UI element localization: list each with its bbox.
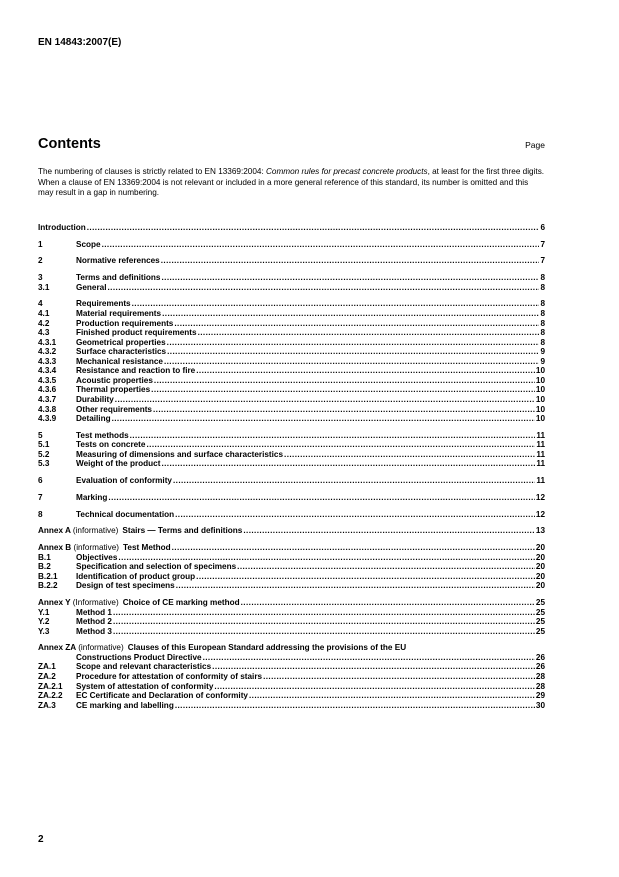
toc-page: 28 — [535, 672, 545, 682]
dot-leader — [146, 440, 535, 450]
toc-title: Method 3 — [76, 626, 112, 636]
toc-number: ZA.2.2 — [38, 691, 63, 701]
toc-page: 26 — [535, 652, 545, 662]
toc-page: 6 — [540, 223, 545, 232]
annex-type: (Informative) — [72, 598, 119, 608]
annex-title: Stairs — Terms and definitions — [122, 526, 243, 536]
toc-number: 4.2 — [38, 318, 50, 328]
dot-leader — [130, 431, 536, 441]
annex-type: (informative) — [72, 526, 119, 536]
toc-page: 20 — [535, 581, 545, 591]
toc-entry-4-3-5[interactable] — [38, 376, 545, 386]
toc-page: 9 — [540, 347, 545, 357]
toc-number: 8 — [38, 509, 43, 519]
toc-page: 12 — [535, 492, 545, 502]
numbering-note — [38, 167, 545, 199]
toc-page: 29 — [535, 691, 545, 701]
toc-number: ZA.2.1 — [38, 681, 63, 691]
toc-entry-5[interactable] — [38, 431, 545, 441]
toc-title: EC Certificate and Declaration of conformity — [76, 691, 248, 701]
dot-leader — [113, 608, 535, 618]
dot-leader — [176, 581, 535, 591]
toc-page: 20 — [535, 562, 545, 572]
toc-entry-b-2-1[interactable] — [38, 572, 545, 582]
dot-leader — [214, 682, 535, 692]
toc-entry-1[interactable] — [38, 240, 545, 250]
toc-number: 4.3.2 — [38, 347, 57, 357]
toc-entry-6[interactable] — [38, 476, 545, 486]
toc-entry-b-2-2[interactable] — [38, 581, 545, 591]
toc-number: 4.1 — [38, 309, 50, 319]
toc-page: 8 — [540, 337, 545, 347]
toc-number: 3 — [38, 273, 43, 283]
annex-label: Annex Y — [38, 598, 71, 608]
toc-number: B.2 — [38, 562, 51, 572]
toc-entry-b-2[interactable] — [38, 562, 545, 572]
dot-leader — [263, 672, 535, 682]
toc-title: Specification and selection of specimens — [76, 562, 237, 572]
toc-entry-y-3[interactable] — [38, 627, 545, 637]
dot-leader — [164, 357, 540, 367]
toc-page: 10 — [535, 375, 545, 385]
dot-leader — [108, 283, 540, 293]
toc-page: 25 — [535, 626, 545, 636]
toc-page: 8 — [540, 318, 545, 328]
annex-heading — [38, 526, 242, 536]
dot-leader — [161, 459, 535, 469]
toc-entry-4-3-4[interactable] — [38, 366, 545, 376]
toc-page: 8 — [540, 309, 545, 319]
toc-entry-4-3[interactable] — [38, 328, 545, 338]
toc-entry-4-3-3[interactable] — [38, 357, 545, 367]
dot-leader — [175, 701, 535, 711]
toc-number: 5.1 — [38, 440, 50, 450]
toc-page: 11 — [536, 440, 545, 450]
dot-leader — [118, 553, 534, 563]
toc-page: 30 — [535, 700, 545, 710]
annex-title: Test Method — [123, 543, 171, 553]
toc-page: 10 — [535, 394, 545, 404]
toc-entry-4[interactable] — [38, 299, 545, 309]
toc-page: 10 — [535, 385, 545, 395]
toc-page: 13 — [535, 526, 545, 536]
dot-leader — [175, 510, 535, 520]
page-number: 2 — [38, 834, 44, 845]
toc-entry-4-3-2[interactable] — [38, 347, 545, 357]
toc-title: Terms and definitions — [76, 273, 161, 283]
toc-page: 8 — [540, 273, 545, 283]
toc-page: 28 — [535, 681, 545, 691]
toc-title: Technical documentation — [76, 509, 175, 519]
toc-page: 11 — [536, 449, 545, 459]
toc-title: Material requirements — [76, 309, 162, 319]
toc-title: Normative references — [76, 256, 160, 266]
toc-entry-8[interactable] — [38, 510, 545, 520]
dot-leader — [113, 617, 535, 627]
toc-entry-za-2-1[interactable] — [38, 682, 545, 692]
dot-leader — [87, 223, 540, 233]
dot-leader — [153, 405, 535, 415]
toc-number: 7 — [38, 492, 43, 502]
toc-page: 26 — [535, 662, 545, 672]
toc-number: 4.3.9 — [38, 414, 57, 424]
dot-leader — [198, 328, 540, 338]
toc-title: Method 1 — [76, 607, 112, 617]
dot-leader — [173, 476, 535, 486]
toc-title: Measuring of dimensions and surface characteristics — [76, 449, 284, 459]
numbering-note-text: The numbering of clauses is strictly related to EN 13369:2004: — [38, 167, 267, 176]
toc-entry-5-3[interactable] — [38, 459, 545, 469]
toc-number: ZA.1 — [38, 662, 56, 672]
toc-title: Method 2 — [76, 617, 112, 627]
toc-page: 10 — [535, 414, 545, 424]
toc-entry-introduction[interactable] — [38, 223, 545, 233]
toc-entry-3[interactable] — [38, 273, 545, 283]
toc-title: Objectives — [76, 552, 118, 562]
toc-page: 25 — [535, 598, 545, 608]
page-column-label: Page — [525, 140, 545, 150]
dot-leader — [167, 338, 540, 348]
dot-leader — [237, 562, 535, 572]
dot-leader — [161, 273, 539, 283]
toc-number: 4.3.8 — [38, 404, 57, 414]
toc-title: Identification of product group — [76, 571, 196, 581]
dot-leader — [249, 691, 535, 701]
dot-leader — [241, 598, 535, 608]
toc-title: Thermal properties — [76, 385, 151, 395]
toc-title: CE marking and labelling — [76, 700, 174, 710]
annex-type: (informative) — [78, 643, 124, 653]
toc-page: 10 — [535, 404, 545, 414]
toc-title: Surface characteristics — [76, 347, 167, 357]
toc-entry-4-1[interactable] — [38, 309, 545, 319]
toc-number: 4 — [38, 299, 43, 309]
toc-number: B.1 — [38, 552, 51, 562]
toc-number: 4.3.5 — [38, 375, 57, 385]
toc-number: 5.3 — [38, 459, 50, 469]
toc-entry-za-2-2[interactable] — [38, 691, 545, 701]
dot-leader — [151, 385, 535, 395]
toc-page: 8 — [540, 299, 545, 309]
toc-number: 2 — [38, 256, 43, 266]
toc-page: 20 — [535, 571, 545, 581]
dot-leader — [196, 572, 535, 582]
toc-title: Production requirements — [76, 318, 174, 328]
toc-entry-annex-y[interactable] — [38, 598, 545, 608]
toc-title: Procedure for attestation of conformity of stairs — [76, 672, 263, 682]
toc-number: B.2.1 — [38, 571, 58, 581]
dot-leader — [172, 543, 535, 553]
dot-leader — [112, 414, 535, 424]
dot-leader — [243, 526, 535, 536]
toc-entry-7[interactable] — [38, 493, 545, 503]
toc-page: 20 — [535, 543, 545, 553]
toc-number: 4.3.6 — [38, 385, 57, 395]
toc-page: 8 — [540, 328, 545, 338]
annex-type: (informative) — [73, 543, 119, 553]
toc-entry-za-3[interactable] — [38, 701, 545, 711]
toc-title: Scope — [76, 239, 101, 249]
toc-number: 4.3.4 — [38, 366, 57, 376]
toc-title: Design of test specimens — [76, 581, 175, 591]
toc-number: 5.2 — [38, 449, 50, 459]
numbering-note-text-cont: , at least for the first three digits. When a clause of EN 13369:2004 is not relevant or included in a more general reference of this standard, its number is omitted and this may result in a gap in numbering. — [38, 167, 545, 198]
dot-leader — [174, 319, 539, 329]
dot-leader — [284, 450, 535, 460]
toc-title: Evaluation of conformity — [76, 476, 172, 486]
dot-leader — [203, 653, 535, 663]
dot-leader — [154, 376, 535, 386]
toc-title: General — [76, 282, 107, 292]
toc-page: 11 — [536, 459, 545, 469]
dot-leader — [212, 662, 535, 672]
annex-title-cont: Constructions Product Directive — [76, 652, 202, 662]
toc-title: Durability — [76, 394, 114, 404]
toc-entry-4-3-9[interactable] — [38, 414, 545, 424]
toc-title: Requirements — [76, 299, 131, 309]
toc-entry-5-1[interactable] — [38, 440, 545, 450]
toc-number: ZA.3 — [38, 700, 56, 710]
toc-entry-3-1[interactable] — [38, 283, 545, 293]
toc-page: 25 — [535, 607, 545, 617]
toc-entry-annex-za[interactable] — [38, 643, 545, 653]
toc-number: 6 — [38, 476, 43, 486]
dot-leader — [102, 240, 540, 250]
annex-heading — [38, 643, 406, 653]
toc-title: Scope and relevant characteristics — [76, 662, 212, 672]
toc-number: 4.3.1 — [38, 337, 57, 347]
toc-title: Marking — [76, 492, 108, 502]
toc-page: 8 — [540, 282, 545, 292]
toc-title: Test methods — [76, 430, 129, 440]
table-of-contents — [38, 223, 545, 710]
annex-label: Annex ZA — [38, 643, 76, 653]
toc-title: Tests on concrete — [76, 440, 146, 450]
annex-heading — [38, 598, 240, 608]
toc-title: Mechanical resistance — [76, 356, 163, 366]
toc-entry-4-3-8[interactable] — [38, 405, 545, 415]
toc-entry-b-1[interactable] — [38, 553, 545, 563]
dot-leader — [113, 627, 535, 637]
toc-entry-y-2[interactable] — [38, 617, 545, 627]
toc-number: 4.3.7 — [38, 394, 57, 404]
toc-title: Weight of the product — [76, 459, 161, 469]
toc-number: 5 — [38, 430, 43, 440]
toc-number: Y.2 — [38, 617, 50, 627]
toc-number: Y.1 — [38, 607, 50, 617]
toc-entry-4-3-1[interactable] — [38, 338, 545, 348]
toc-page: 7 — [540, 239, 545, 249]
toc-page: 10 — [535, 366, 545, 376]
toc-number: Y.3 — [38, 626, 50, 636]
toc-page: 11 — [536, 430, 545, 440]
toc-entry-annex-b[interactable] — [38, 543, 545, 553]
toc-page: 12 — [535, 509, 545, 519]
toc-entry-4-3-7[interactable] — [38, 395, 545, 405]
dot-leader — [196, 366, 535, 376]
toc-title: Resistance and reaction to fire — [76, 366, 196, 376]
toc-page: 25 — [535, 617, 545, 627]
annex-label: Annex A — [38, 526, 71, 536]
annex-heading — [38, 543, 171, 553]
toc-entry-annex-za-cont[interactable] — [38, 653, 545, 663]
toc-entry-2[interactable] — [38, 256, 545, 266]
toc-entry-4-2[interactable] — [38, 319, 545, 329]
annex-title: Choice of CE marking method — [122, 598, 240, 608]
toc-entry-annex-a[interactable] — [38, 526, 545, 536]
toc-page: 11 — [536, 476, 545, 486]
toc-title: System of attestation of conformity — [76, 681, 214, 691]
toc-page: 9 — [540, 356, 545, 366]
dot-leader — [115, 395, 535, 405]
numbering-note-italic: Common rules for precast concrete products — [266, 167, 428, 176]
toc-entry-za-2[interactable] — [38, 672, 545, 682]
dot-leader — [162, 309, 539, 319]
dot-leader — [167, 347, 539, 357]
toc-page: 20 — [535, 552, 545, 562]
toc-title: Finished product requirements — [76, 328, 197, 338]
annex-label: Annex B — [38, 543, 72, 553]
dot-leader — [132, 299, 540, 309]
toc-title: Detailing — [76, 414, 111, 424]
toc-entry-5-2[interactable] — [38, 450, 545, 460]
toc-entry-za-1[interactable] — [38, 662, 545, 672]
toc-title: Acoustic properties — [76, 375, 153, 385]
toc-number: 4.3.3 — [38, 356, 57, 366]
document-id: EN 14843:2007(E) — [38, 37, 122, 48]
toc-number: 1 — [38, 239, 43, 249]
toc-number: 3.1 — [38, 282, 50, 292]
toc-title: Geometrical properties — [76, 337, 166, 347]
toc-page: 7 — [540, 256, 545, 266]
dot-leader — [161, 256, 540, 266]
toc-number: ZA.2 — [38, 672, 56, 682]
toc-number: 4.3 — [38, 328, 50, 338]
contents-title: Contents — [38, 136, 101, 152]
toc-entry-4-3-6[interactable] — [38, 385, 545, 395]
toc-title: Other requirements — [76, 404, 152, 414]
toc-title: Introduction — [38, 223, 86, 232]
dot-leader — [108, 493, 534, 503]
toc-entry-y-1[interactable] — [38, 608, 545, 618]
toc-number: B.2.2 — [38, 581, 58, 591]
annex-title: Clauses of this European Standard addressing the provisions of the EU — [127, 643, 407, 653]
